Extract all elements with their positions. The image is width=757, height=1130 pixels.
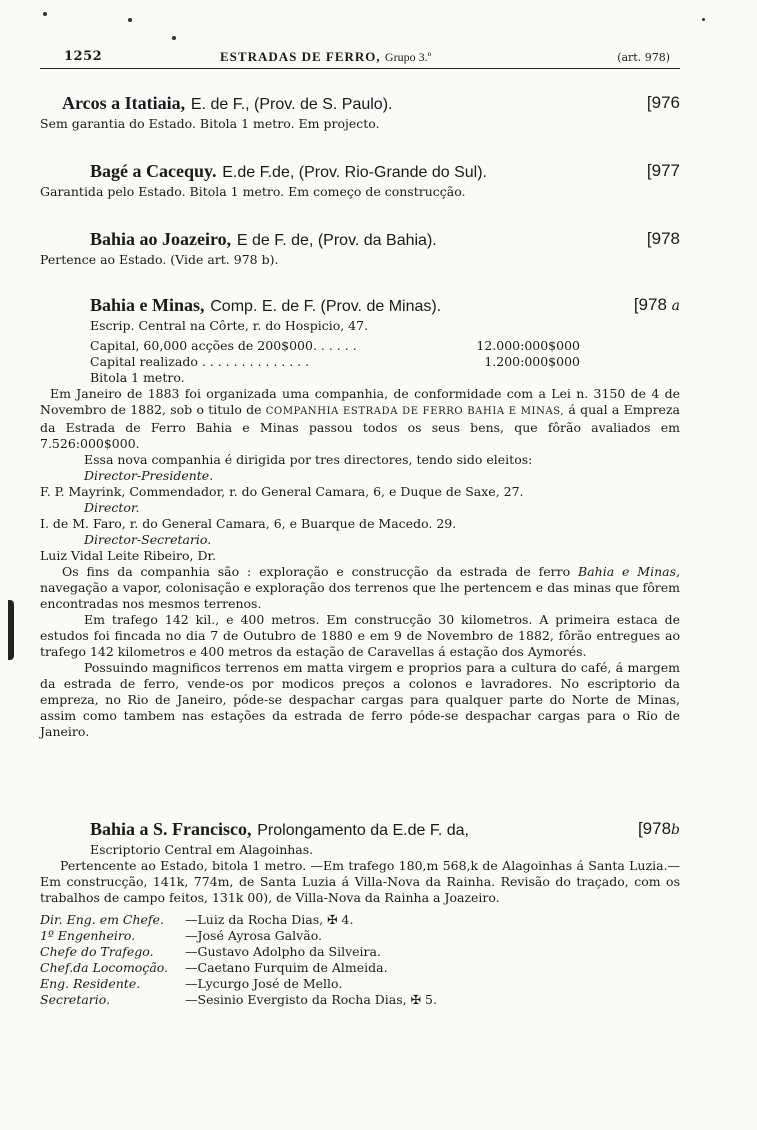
capital-realized-row: Capital realizado . . . . . . . . . . . . . . 1.200:000$000: [90, 354, 580, 369]
group-label: Grupo 3.º: [384, 50, 432, 64]
entry-heading: Bahia e Minas, Comp. E. de F. (Prov. de Minas). [978 a: [90, 295, 680, 315]
role-label: Director-Secretario.: [84, 532, 212, 547]
entry-heading: Bagé a Cacequy. E.de F.de, (Prov. Rio-Grande do Sul). [977: [90, 161, 680, 181]
capital-row: Capital, 60,000 acções de 200$000. . . . . . 12.000:000$000: [90, 338, 580, 353]
ink-speck: [702, 18, 705, 21]
paragraph: Os fins da companhia são : exploração e construcção da estrada de ferro Bahia e Minas, navegação a vapor, colonisação e exploração dos terrenos que lhe pertencem e das minas que fôrem encontradas nos mesmos terrenos.: [40, 564, 680, 611]
article-ref: [978: [646, 229, 680, 248]
ink-speck: [128, 18, 132, 22]
article-ref: [976: [646, 93, 680, 112]
entry-bahia-sfrancisco: [40, 818, 680, 1008]
paragraph: Em Janeiro de 1883 foi organizada uma companhia, de conformidade com a Lei n. 3150 de 4 de Novembro de 1882, sob o titulo de COMPANHIA ESTRADA DE FERRO BAHIA E MINAS, á qual a Empreza da Estrada de Ferro Bahia e Minas passou todos os seus bens, que fôrão avaliados em 7.526:000$000.: [40, 386, 680, 451]
entry-text: Garantida pelo Estado. Bitola 1 metro. Em começo de construcção.: [40, 184, 466, 199]
role-label: Director.: [84, 500, 140, 515]
office-address: Escrip. Central na Côrte, r. do Hospicio, 47.: [90, 318, 369, 333]
staff-row: Dir. Eng. em Chefe. —Luiz da Rocha Dias, ✠ 4.: [40, 912, 354, 927]
gauge: Bitola 1 metro.: [90, 370, 185, 385]
paragraph: Essa nova companhia é dirigida por tres directores, tendo sido eleitos:: [84, 452, 533, 467]
role-label: Director-Presidente.: [84, 468, 214, 483]
staff-row: Chef.da Locomoção. —Caetano Furquim de Almeida.: [40, 960, 388, 975]
article-ref: [977: [646, 161, 680, 180]
person: I. de M. Faro, r. do General Camara, 6, e Buarque de Macedo. 29.: [40, 516, 457, 531]
entry-heading: Arcos a Itatiaia, E. de F., (Prov. de S. Paulo). [976: [62, 93, 680, 113]
person: F. P. Mayrink, Commendador, r. do General Camara, 6, e Duque de Saxe, 27.: [40, 484, 524, 499]
entry-bahia-joazeiro: [40, 228, 680, 268]
staff-list: [40, 912, 680, 1008]
margin-mark: [8, 600, 14, 660]
paragraph: Pertencente ao Estado, bitola 1 metro. —Em trafego 180,m 568,k de Alagoinhas á Santa Luzia.—Em construcção, 141k, 774m, de Santa Luzia á Villa-Nova da Rainha. Revisão do traçado, com os trabalhos de campo feitos, 131k 00), de Villa-Nova da Rainha a Joazeiro.: [40, 858, 680, 905]
entry-bage: [40, 160, 680, 200]
header-rule: [40, 68, 680, 69]
article-ref: [978 a: [633, 295, 680, 314]
running-title: ESTRADAS DE FERRO, Grupo 3.º: [220, 49, 432, 64]
entry-text: Sem garantia do Estado. Bitola 1 metro. Em projecto.: [40, 116, 380, 131]
entry-text: Pertence ao Estado. (Vide art. 978 b).: [40, 252, 279, 267]
staff-row: Secretario. —Sesinio Evergisto da Rocha Dias, ✠ 5.: [40, 992, 437, 1007]
page-header: [40, 47, 680, 69]
ink-speck: [43, 12, 47, 16]
ink-speck: [172, 36, 176, 40]
entry-heading: Bahia ao Joazeiro, E de F. de, (Prov. da Bahia). [978: [90, 229, 680, 249]
paragraph: Possuindo magnificos terrenos em matta virgem e proprios para a cultura do café, á margem da estrada de ferro, vende-os por modicos preços a colonos e lavradores. No escriptorio da empreza, no Rio de Janeiro, póde-se despachar cargas para qualquer parte do Norte de Minas, assim como tambem nas estações da estrada de ferro póde-se despachar cargas para o Rio de Janeiro.: [40, 660, 680, 739]
entry-bahia-minas: [40, 294, 680, 740]
office-address: Escriptorio Central em Alagoinhas.: [90, 842, 314, 857]
article-ref: [978b: [637, 819, 680, 838]
article-range: (art. 978): [617, 51, 670, 64]
entry-heading: Bahia a S. Francisco, Prolongamento da E.de F. da, [978b: [90, 819, 680, 839]
paragraph: Em trafego 142 kil., e 400 metros. Em construcção 30 kilometros. A primeira estaca de estudos foi fincada no dia 7 de Outubro de 1880 e em 9 de Novembro de 1882, fôrão entregues ao trafego 142 kilometros e 400 metros da estação de Caravellas á estação dos Aymorés.: [40, 612, 680, 659]
page-number: 1252: [64, 49, 103, 64]
person: Luiz Vidal Leite Ribeiro, Dr.: [40, 548, 217, 563]
staff-row: Chefe do Trafego. —Gustavo Adolpho da Silveira.: [40, 944, 381, 959]
staff-row: Eng. Residente. —Lycurgo José de Mello.: [40, 976, 343, 991]
entry-arcos: [40, 92, 680, 132]
staff-row: 1º Engenheiro. —José Ayrosa Galvão.: [40, 928, 322, 943]
